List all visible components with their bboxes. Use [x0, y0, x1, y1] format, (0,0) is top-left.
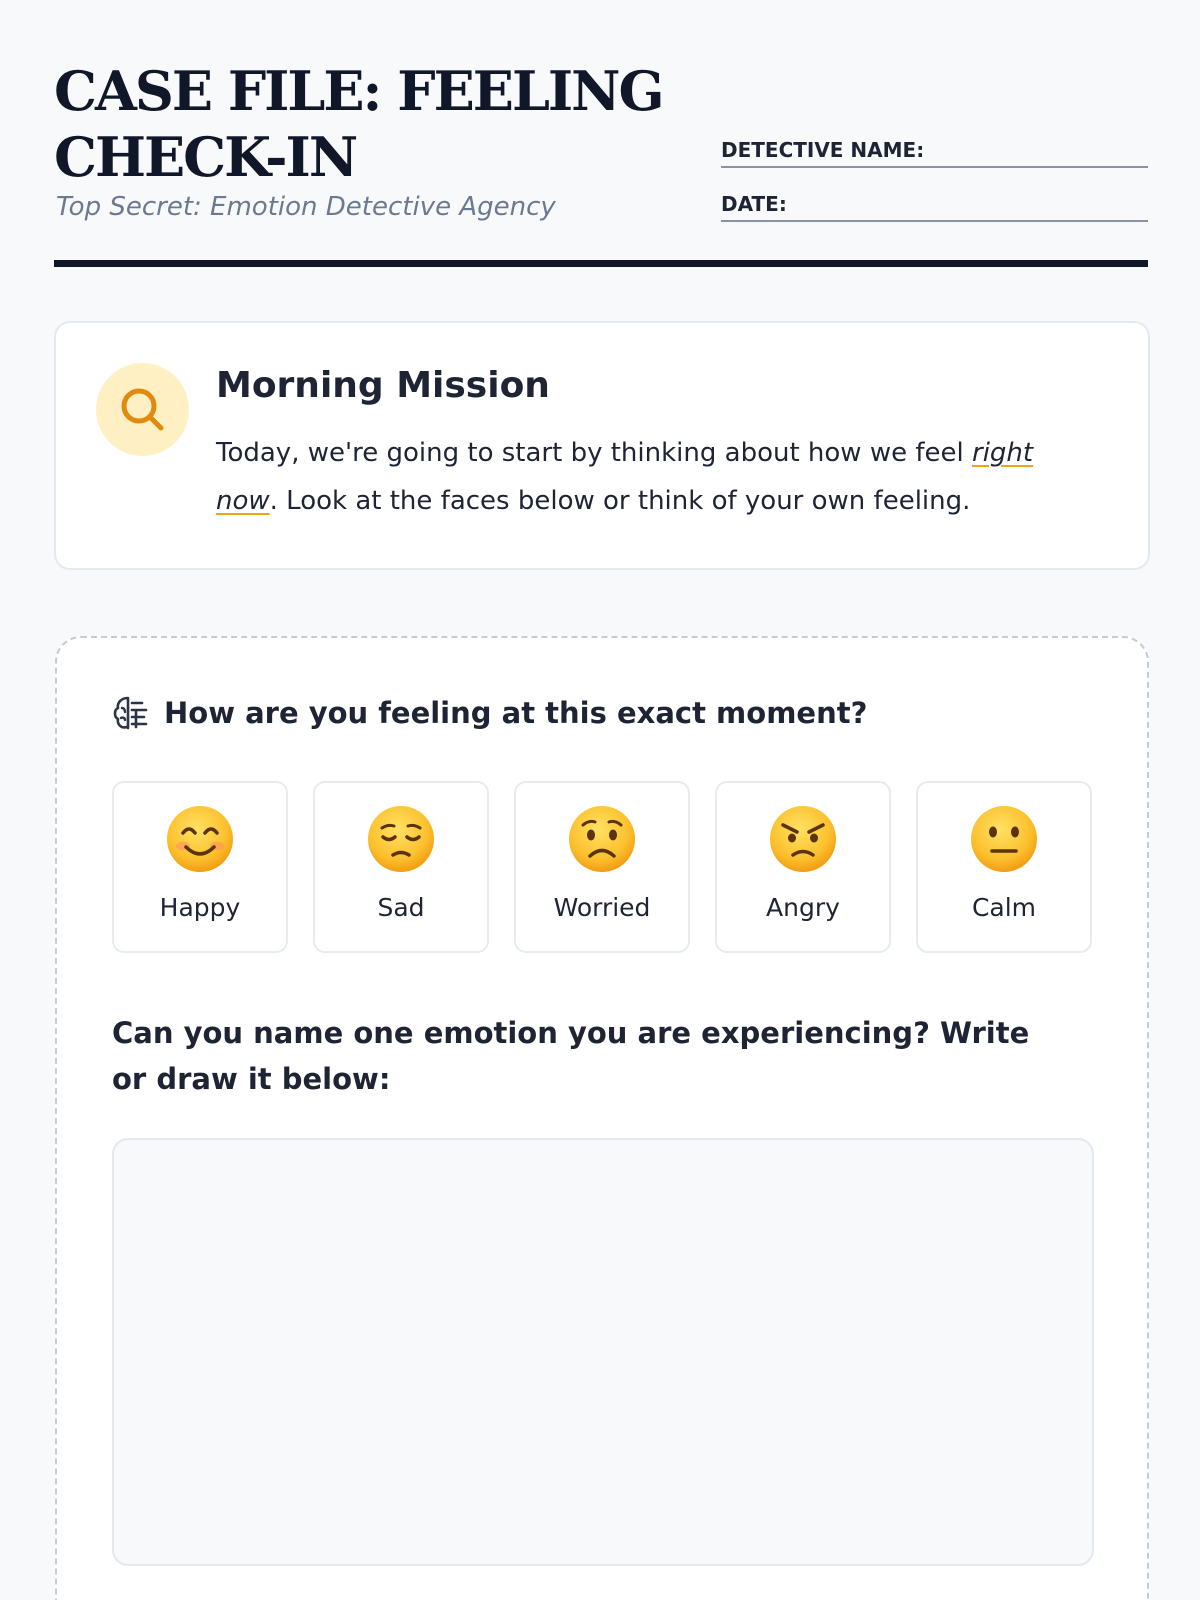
detective-name-field[interactable] [721, 136, 1148, 168]
emotion-prompt: Can you name one emotion you are experiencing? Write or draw it below: [112, 1016, 1030, 1096]
brain-icon [112, 694, 150, 732]
feeling-option-calm[interactable] [916, 781, 1092, 953]
mission-title: Morning Mission [216, 365, 550, 406]
feeling-label-worried: Worried [553, 893, 651, 922]
mission-card [54, 321, 1150, 570]
mission-text [216, 429, 1096, 525]
case-file-header [54, 52, 1148, 262]
mission-emphasis: right now [216, 438, 1034, 516]
feeling-options [112, 781, 1092, 951]
mission-text-start: Today, we're going to start by thinking about how we feel [216, 438, 972, 468]
feeling-worksheet [55, 636, 1149, 1600]
feeling-option-sad[interactable] [313, 781, 489, 953]
feeling-option-worried[interactable] [514, 781, 690, 953]
detective-name-label: DETECTIVE NAME: [721, 138, 925, 162]
smiling-face-icon [166, 805, 234, 873]
worried-face-icon [568, 805, 636, 873]
feeling-question [112, 694, 867, 732]
emotion-answer-area[interactable] [112, 1138, 1094, 1566]
feeling-option-happy[interactable] [112, 781, 288, 953]
question-text: How are you feeling at this exact moment? [164, 696, 868, 730]
feeling-label-calm: Calm [971, 893, 1037, 922]
header-divider [54, 260, 1148, 267]
neutral-face-icon [970, 805, 1038, 873]
feeling-option-angry[interactable] [715, 781, 891, 953]
feeling-label-sad: Sad [377, 893, 425, 922]
pensive-face-icon [367, 805, 435, 873]
angry-face-icon [769, 805, 837, 873]
date-field[interactable] [721, 190, 1148, 222]
magnifying-glass-icon [96, 363, 189, 456]
date-label: DATE: [721, 192, 787, 216]
feeling-label-angry: Angry [766, 893, 840, 922]
page-subtitle: Top Secret: Emotion Detective Agency [56, 192, 556, 222]
feeling-label-happy: Happy [159, 893, 241, 922]
page-title: CASE FILE: FEELING CHECK-IN [54, 59, 663, 189]
mission-text-end: . Look at the faces below or think of your own feeling. [269, 486, 971, 516]
